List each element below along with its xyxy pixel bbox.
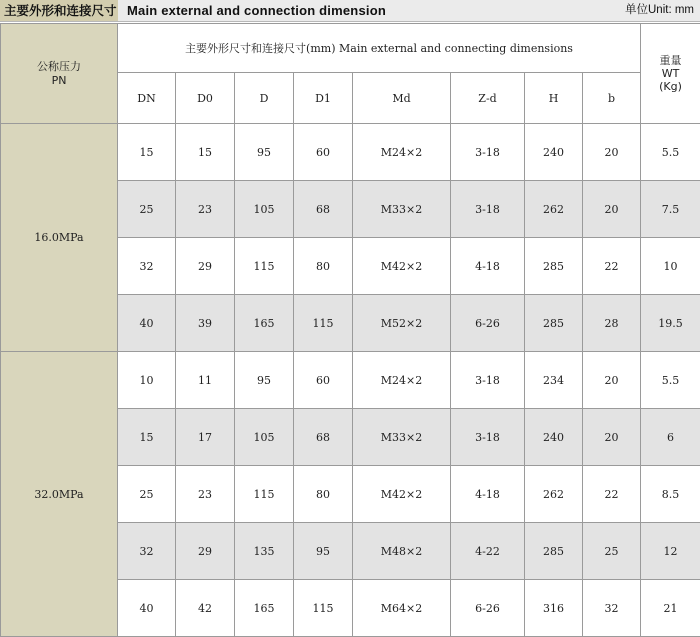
weight-header-cn: 重量 bbox=[641, 54, 700, 67]
column-header: H bbox=[525, 73, 583, 124]
table-cell: 80 bbox=[294, 238, 353, 295]
table-cell: 316 bbox=[525, 580, 583, 637]
table-cell: 262 bbox=[525, 466, 583, 523]
table-cell: M42×2 bbox=[353, 466, 451, 523]
table-cell: 285 bbox=[525, 238, 583, 295]
section-header bbox=[0, 0, 700, 22]
table-cell: 95 bbox=[294, 523, 353, 580]
table-cell: 32 bbox=[118, 523, 176, 580]
table-cell: 42 bbox=[176, 580, 235, 637]
table-cell: 10 bbox=[641, 238, 700, 295]
weight-header-unit: (Kg) bbox=[641, 80, 700, 93]
table-cell: 22 bbox=[583, 238, 641, 295]
pressure-header bbox=[1, 24, 118, 124]
table-cell: 28 bbox=[583, 295, 641, 352]
table-cell: 40 bbox=[118, 295, 176, 352]
table-cell: 20 bbox=[583, 352, 641, 409]
table-cell: 39 bbox=[176, 295, 235, 352]
table-cell: M64×2 bbox=[353, 580, 451, 637]
table-cell: 68 bbox=[294, 409, 353, 466]
table-cell: 95 bbox=[235, 352, 294, 409]
table-cell: 6 bbox=[641, 409, 700, 466]
table-cell: 115 bbox=[294, 580, 353, 637]
table-cell: 60 bbox=[294, 352, 353, 409]
table-cell: M33×2 bbox=[353, 181, 451, 238]
table-cell: 115 bbox=[235, 466, 294, 523]
table-cell: 240 bbox=[525, 409, 583, 466]
table-cell: 23 bbox=[176, 466, 235, 523]
table-cell: 240 bbox=[525, 124, 583, 181]
column-header: Z-d bbox=[451, 73, 525, 124]
table-cell: 29 bbox=[176, 238, 235, 295]
table-cell: 4-18 bbox=[451, 238, 525, 295]
table-cell: 25 bbox=[118, 181, 176, 238]
table-cell: 105 bbox=[235, 409, 294, 466]
table-cell: 8.5 bbox=[641, 466, 700, 523]
table-cell: 80 bbox=[294, 466, 353, 523]
table-row bbox=[1, 352, 700, 409]
table-cell: 25 bbox=[118, 466, 176, 523]
table-cell: 40 bbox=[118, 580, 176, 637]
table-cell: M24×2 bbox=[353, 352, 451, 409]
table-cell: 68 bbox=[294, 181, 353, 238]
table-cell: 29 bbox=[176, 523, 235, 580]
dimensions-header: 主要外形尺寸和连接尺寸(mm) Main external and connecting dimensions bbox=[118, 24, 641, 73]
table-cell: M24×2 bbox=[353, 124, 451, 181]
table-cell: 60 bbox=[294, 124, 353, 181]
pressure-group-label: 32.0MPa bbox=[1, 352, 118, 637]
weight-header bbox=[641, 24, 700, 124]
table-cell: 19.5 bbox=[641, 295, 700, 352]
title-english: Main external and connection dimension bbox=[127, 0, 386, 21]
table-cell: 5.5 bbox=[641, 352, 700, 409]
table-row bbox=[1, 124, 700, 181]
column-header: Md bbox=[353, 73, 451, 124]
table-cell: 105 bbox=[235, 181, 294, 238]
table-cell: 4-22 bbox=[451, 523, 525, 580]
table-cell: 20 bbox=[583, 181, 641, 238]
table-cell: 23 bbox=[176, 181, 235, 238]
table-cell: 22 bbox=[583, 466, 641, 523]
table-cell: 3-18 bbox=[451, 409, 525, 466]
table-cell: M52×2 bbox=[353, 295, 451, 352]
table-cell: 115 bbox=[294, 295, 353, 352]
table-cell: 262 bbox=[525, 181, 583, 238]
weight-header-en: WT bbox=[641, 67, 700, 80]
table-cell: 3-18 bbox=[451, 352, 525, 409]
table-cell: 135 bbox=[235, 523, 294, 580]
dimension-table bbox=[0, 23, 700, 637]
table-cell: 95 bbox=[235, 124, 294, 181]
table-cell: 285 bbox=[525, 523, 583, 580]
title-chinese: 主要外形和连接尺寸 bbox=[0, 0, 118, 21]
table-cell: 7.5 bbox=[641, 181, 700, 238]
table-cell: M42×2 bbox=[353, 238, 451, 295]
table-cell: 11 bbox=[176, 352, 235, 409]
table-cell: 20 bbox=[583, 409, 641, 466]
table-cell: 4-18 bbox=[451, 466, 525, 523]
table-cell: 32 bbox=[583, 580, 641, 637]
table-cell: 234 bbox=[525, 352, 583, 409]
column-header: D1 bbox=[294, 73, 353, 124]
table-cell: 6-26 bbox=[451, 295, 525, 352]
pressure-group-label: 16.0MPa bbox=[1, 124, 118, 352]
table-cell: 25 bbox=[583, 523, 641, 580]
table-cell: 3-18 bbox=[451, 124, 525, 181]
table-cell: 3-18 bbox=[451, 181, 525, 238]
pressure-header-en: PN bbox=[1, 74, 117, 88]
table-cell: 115 bbox=[235, 238, 294, 295]
table-cell: 15 bbox=[176, 124, 235, 181]
table-cell: 32 bbox=[118, 238, 176, 295]
pressure-header-cn: 公称压力 bbox=[1, 60, 117, 74]
table-cell: 165 bbox=[235, 295, 294, 352]
column-header: b bbox=[583, 73, 641, 124]
table-cell: M48×2 bbox=[353, 523, 451, 580]
unit-label: 单位Unit: mm bbox=[625, 0, 694, 21]
table-cell: 21 bbox=[641, 580, 700, 637]
table-cell: 20 bbox=[583, 124, 641, 181]
table-cell: 10 bbox=[118, 352, 176, 409]
table-cell: 165 bbox=[235, 580, 294, 637]
table-cell: 15 bbox=[118, 409, 176, 466]
table-cell: M33×2 bbox=[353, 409, 451, 466]
table-cell: 12 bbox=[641, 523, 700, 580]
column-header: DN bbox=[118, 73, 176, 124]
table-cell: 15 bbox=[118, 124, 176, 181]
table-cell: 17 bbox=[176, 409, 235, 466]
table-cell: 6-26 bbox=[451, 580, 525, 637]
column-header: D bbox=[235, 73, 294, 124]
table-cell: 285 bbox=[525, 295, 583, 352]
column-header: D0 bbox=[176, 73, 235, 124]
table-cell: 5.5 bbox=[641, 124, 700, 181]
